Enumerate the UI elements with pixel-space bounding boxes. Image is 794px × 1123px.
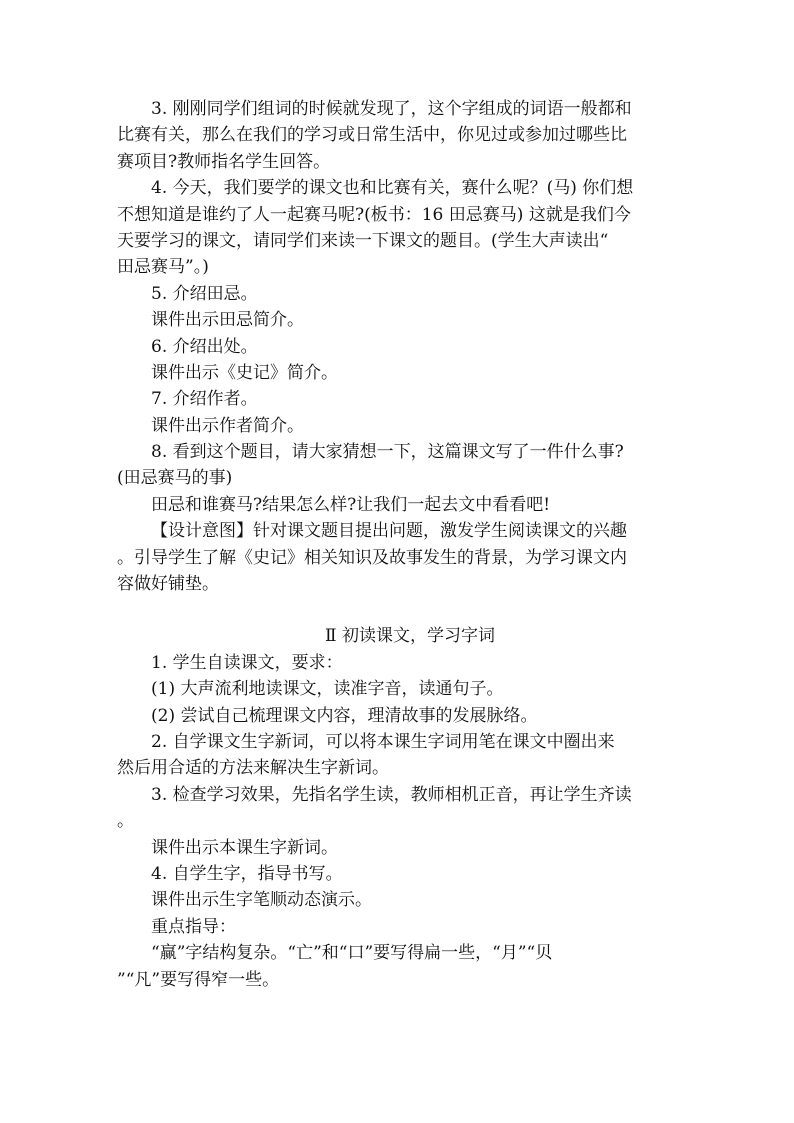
paragraph-8-line-2: (田忌赛马的事) (117, 468, 233, 489)
paragraph-3-line-1: 3. 刚刚同学们组词的时候就发现了，这个字组成的词语一般都和 (151, 99, 632, 119)
paragraph-4-line-4: 田忌赛马”。) (117, 257, 209, 278)
design-intent-line-2: 。引导学生了解《史记》相关知识及故事发生的背景，为学习课文内 (117, 547, 627, 568)
paragraph-3-line-3: 赛项目?教师指名学生回答。 (117, 151, 331, 172)
paragraph-3-line-2: 比赛有关，那么在我们的学习或日常生活中，你见过或参加过哪些比 (117, 125, 627, 146)
step-3-line-1: 3. 检查学习效果，先指名学生读，教师相机正音，再让学生齐读 (151, 784, 632, 805)
paragraph-6: 6. 介绍出处。 (151, 336, 258, 357)
key-guidance-line-1: “赢”字结构复杂。“亡”和“口”要写得扁一些，“月”“贝 (151, 943, 553, 964)
paragraph-4-line-1: 4. 今天，我们要学的课文也和比赛有关，赛什么呢？(马) 你们想 (151, 178, 634, 199)
courseware-author-intro: 课件出示作者简介。 (151, 415, 304, 436)
key-guidance-line-2: ”“凡”要写得窄一些。 (117, 969, 280, 990)
section-gap (117, 597, 679, 623)
design-intent-line-3: 容做好铺垫。 (117, 574, 219, 595)
step-2-line-1: 2. 自学课文生字新词，可以将本课生字词用笔在课文中圈出来 (151, 731, 615, 752)
step-4: 4. 自学生字，指导书写。 (151, 863, 343, 884)
paragraph-4-line-3: 天要学习的课文，请同学们来读一下课文的题目。(学生大声读出“ (117, 230, 609, 251)
requirement-2: (2) 尝试自己梳理课文内容，理清故事的发展脉络。 (151, 705, 538, 726)
lesson-plan-text (117, 96, 679, 993)
guiding-question: 田忌和谁赛马?结果怎么样?让我们一起去文中看看吧! (151, 494, 551, 515)
paragraph-5: 5. 介绍田忌。 (151, 283, 258, 304)
paragraph-7: 7. 介绍作者。 (151, 389, 258, 410)
paragraph-8-line-1: 8. 看到这个题目，请大家猜想一下，这篇课文写了一件什么事? (151, 442, 624, 463)
courseware-stroke-order: 课件出示生字笔顺动态演示。 (151, 890, 372, 911)
courseware-shiji-intro: 课件出示《史记》简介。 (151, 362, 338, 383)
step-3-line-2: 。 (117, 811, 134, 832)
courseware-new-words: 课件出示本课生字新词。 (151, 837, 338, 858)
step-1: 1. 学生自读课文，要求： (151, 652, 343, 673)
section-heading: Ⅱ 初读课文，学习字词 (325, 626, 495, 647)
requirement-1: (1) 大声流利地读课文，读准字音，读通句子。 (151, 679, 504, 700)
paragraph-4-line-2: 不想知道是谁约了人一起赛马呢?(板书：16 田忌赛马) 这就是我们今 (117, 204, 631, 225)
step-2-line-2: 然后用合适的方法来解决生字新词。 (117, 758, 389, 779)
key-guidance-label: 重点指导： (151, 916, 236, 937)
courseware-tian-ji-intro: 课件出示田忌简介。 (151, 310, 304, 331)
design-intent-line-1: 【设计意图】针对课文题目提出问题，激发学生阅读课文的兴趣 (151, 521, 627, 542)
